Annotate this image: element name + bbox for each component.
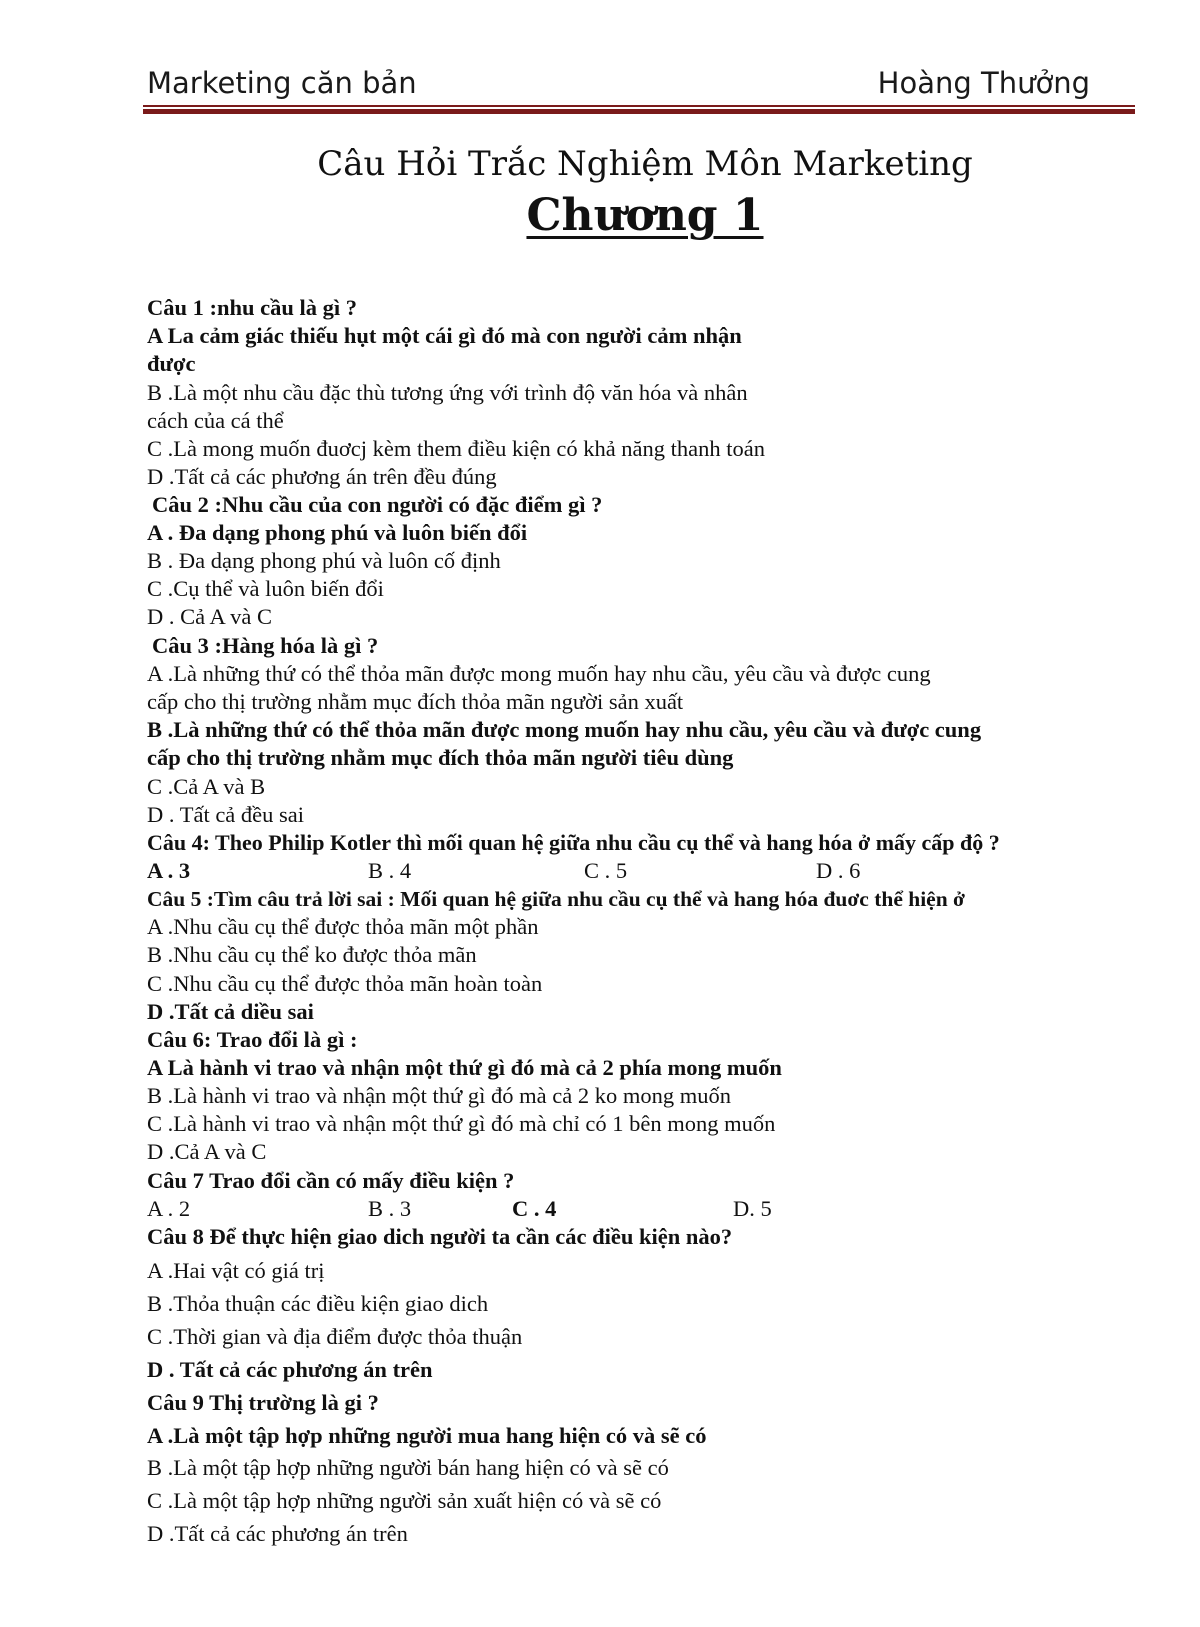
q7-option-a: A . 2 <box>147 1196 191 1221</box>
question-6: Câu 6: Trao đổi là gì : <box>147 1027 358 1052</box>
q4-option-a: A . 3 <box>147 858 191 883</box>
q1-option-a-line1: A La cảm giác thiếu hụt một cái gì đó mà con người cảm nhận <box>147 323 742 348</box>
question-8: Câu 8 Để thực hiện giao dich người ta cần các điều kiện nào? <box>147 1224 733 1249</box>
q6-option-a: A Là hành vi trao và nhận một thứ gì đó mà cả 2 phía mong muốn <box>147 1055 782 1080</box>
q8-option-b: B .Thỏa thuận các điều kiện giao dich <box>147 1291 489 1316</box>
q9-option-a: A .Là một tập hợp những người mua hang hiện có và sẽ có <box>147 1423 707 1448</box>
q8-option-a: A .Hai vật có giá trị <box>147 1258 325 1283</box>
q1-option-b-line1: B .Là một nhu cầu đặc thù tương ứng với trình độ văn hóa và nhân <box>147 380 748 405</box>
q3-option-c: C .Cả A và B <box>147 774 266 799</box>
chapter-heading-text: Chương 1 <box>526 190 764 241</box>
document-title: Câu Hỏi Trắc Nghiệm Môn Marketing <box>317 144 973 184</box>
q5-option-a: A .Nhu cầu cụ thể được thỏa mãn một phần <box>147 914 539 939</box>
question-3: Câu 3 :Hàng hóa là gì ? <box>152 633 379 658</box>
q2-option-b: B . Đa dạng phong phú và luôn cố định <box>147 548 501 573</box>
q5-option-b: B .Nhu cầu cụ thể ko được thỏa mãn <box>147 942 477 967</box>
q8-option-d: D . Tất cả các phương án trên <box>147 1357 433 1382</box>
question-4: Câu 4: Theo Philip Kotler thì mối quan hệ giữa nhu cầu cụ thể và hang hóa ở mấy cấp độ ? <box>147 830 1000 855</box>
question-7: Câu 7 Trao đổi cần có mấy điều kiện ? <box>147 1168 515 1193</box>
q9-option-d: D .Tất cả các phương án trên <box>147 1521 408 1546</box>
q2-option-a: A . Đa dạng phong phú và luôn biến đổi <box>147 520 528 545</box>
header-author: Hoàng Thưởng <box>877 66 1090 100</box>
q2-option-c: C .Cụ thể và luôn biến đổi <box>147 576 384 601</box>
q3-option-b-line2: cấp cho thị trường nhằm mục đích thỏa mãn người tiêu dùng <box>147 745 734 770</box>
chapter-heading <box>0 190 1200 241</box>
q7-option-d: D. 5 <box>733 1196 772 1221</box>
q3-option-a-line1: A .Là những thứ có thể thỏa mãn được mong muốn hay nhu cầu, yêu cầu và được cung <box>147 661 931 686</box>
q3-option-b-line1: B .Là những thứ có thể thỏa mãn được mong muốn hay nhu cầu, yêu cầu và được cung <box>147 717 982 742</box>
q4-option-b: B . 4 <box>368 858 412 883</box>
q7-option-b: B . 3 <box>368 1196 412 1221</box>
q3-option-a-line2: cấp cho thị trường nhằm mục đích thỏa mãn người sản xuất <box>147 689 684 714</box>
q1-option-d: D .Tất cả các phương án trên đều đúng <box>147 464 497 489</box>
page-header <box>147 66 1090 106</box>
q5-option-c: C .Nhu cầu cụ thể được thỏa mãn hoàn toàn <box>147 971 543 996</box>
question-1: Câu 1 :nhu cầu là gì ? <box>147 295 358 320</box>
header-course-title: Marketing căn bản <box>147 66 417 100</box>
header-divider-thin <box>143 105 1135 107</box>
q9-option-c: C .Là một tập hợp những người sản xuất hiện có và sẽ có <box>147 1488 662 1513</box>
question-9: Câu 9 Thị trường là gi ? <box>147 1390 379 1415</box>
q8-option-c: C .Thời gian và địa điểm được thỏa thuận <box>147 1324 523 1349</box>
q9-option-b: B .Là một tập hợp những người bán hang hiện có và sẽ có <box>147 1455 669 1480</box>
q3-option-d: D . Tất cả đều sai <box>147 802 305 827</box>
question-5: Câu 5 :Tìm câu trả lời sai : Mối quan hệ giữa nhu cầu cụ thể và hang hóa đuơc thể hiện ở <box>147 887 965 911</box>
q7-option-c: C . 4 <box>512 1196 557 1221</box>
q1-option-c: C .Là mong muốn đuơcj kèm them điều kiện có khả năng thanh toán <box>147 436 766 461</box>
q2-option-d: D . Cả A và C <box>147 604 273 629</box>
q6-option-c: C .Là hành vi trao và nhận một thứ gì đó mà chỉ có 1 bên mong muốn <box>147 1111 776 1136</box>
q6-option-b: B .Là hành vi trao và nhận một thứ gì đó mà cả 2 ko mong muốn <box>147 1083 731 1108</box>
q1-option-a-line2: được <box>147 351 196 376</box>
q5-option-d: D .Tất cả diều sai <box>147 999 314 1024</box>
q4-option-d: D . 6 <box>816 858 861 883</box>
q4-option-c: C . 5 <box>584 858 628 883</box>
question-2: Câu 2 :Nhu cầu của con người có đặc điểm gì ? <box>152 492 603 517</box>
header-divider-thick <box>143 109 1135 114</box>
q1-option-b-line2: cách của cá thể <box>147 408 284 433</box>
q6-option-d: D .Cả A và C <box>147 1139 267 1164</box>
